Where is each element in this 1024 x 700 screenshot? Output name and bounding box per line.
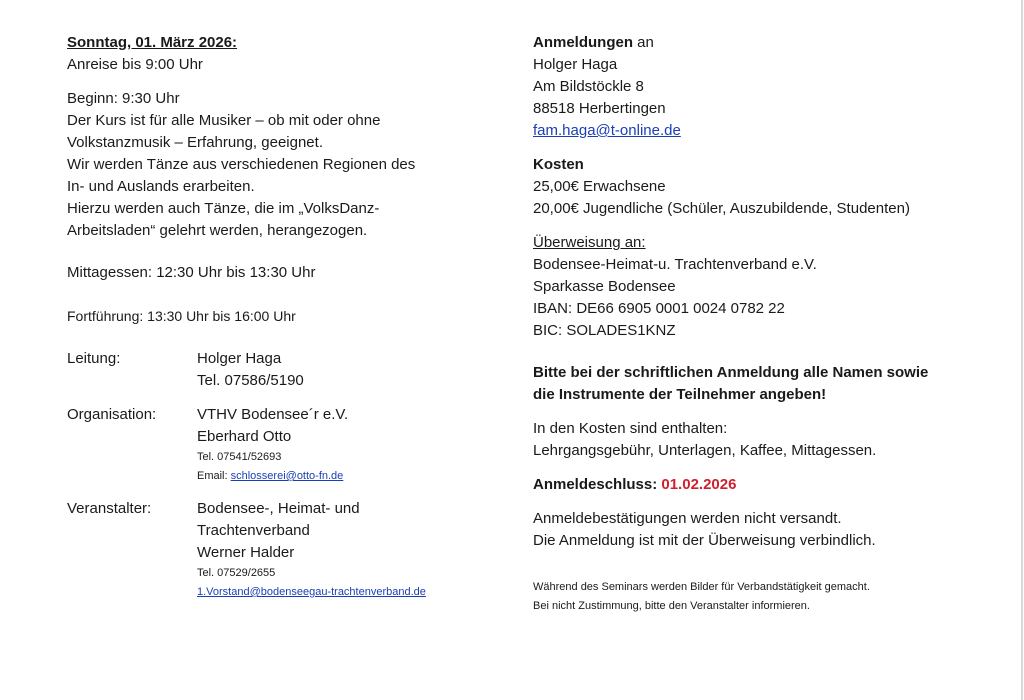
transfer-bic: BIC: SOLADES1KNZ xyxy=(533,322,676,339)
notice-line: die Instrumente der Teilnehmer angeben! xyxy=(533,386,827,403)
registration-heading-bold: Anmeldungen xyxy=(533,34,633,51)
notice-line: Bitte bei der schriftlichen Anmeldung alle Namen sowie xyxy=(533,364,929,381)
registration-name: Holger Haga xyxy=(533,56,618,73)
registration-email-link[interactable]: fam.haga@t-online.de xyxy=(533,122,681,139)
costs-adults: 25,00€ Erwachsene xyxy=(533,178,666,195)
intro-line: Beginn: 9:30 Uhr xyxy=(67,90,180,107)
intro-line: Volkstanzmusik – Erfahrung, geeignet. xyxy=(67,134,323,151)
leitung-section xyxy=(67,348,507,392)
photo-notice-line: Bei nicht Zustimmung, bitte den Veranstalter informieren. xyxy=(533,600,810,612)
intro-line: In- und Auslands erarbeiten. xyxy=(67,178,255,195)
organisation-section xyxy=(67,404,507,486)
registration-heading-rest: an xyxy=(633,34,654,51)
photo-notice-line: Während des Seminars werden Bilder für Verbandstätigkeit gemacht. xyxy=(533,581,870,593)
costs-youth: 20,00€ Jugendliche (Schüler, Auszubildende, Studenten) xyxy=(533,200,910,217)
intro-line: Der Kurs ist für alle Musiker – ob mit oder ohne xyxy=(67,112,381,129)
notice-bold xyxy=(533,362,973,406)
transfer-iban: IBAN: DE66 6905 0001 0024 0782 22 xyxy=(533,300,785,317)
transfer-recipient: Bodensee-Heimat-u. Trachtenverband e.V. xyxy=(533,256,817,273)
included-line: In den Kosten sind enthalten: xyxy=(533,420,728,437)
left-column xyxy=(67,32,507,602)
transfer-bank: Sparkasse Bodensee xyxy=(533,278,676,295)
veranstalter-email-link[interactable]: 1.Vorstand@bodenseegau-trachtenverband.de xyxy=(197,586,426,598)
arrival-time: Anreise bis 9:00 Uhr xyxy=(67,56,203,73)
course-intro xyxy=(67,88,507,242)
organisation-name: Eberhard Otto xyxy=(197,428,292,445)
veranstalter-section xyxy=(67,498,507,602)
registration-heading xyxy=(533,32,973,54)
intro-line: Wir werden Tänze aus verschiedenen Regionen des xyxy=(67,156,416,173)
organisation-tel: Tel. 07541/52693 xyxy=(197,451,282,463)
deadline-label: Anmeldeschluss: xyxy=(533,476,662,493)
leitung-name: Holger Haga xyxy=(197,350,282,367)
organisation-email-line xyxy=(197,467,507,486)
veranstalter-line2: Trachtenverband xyxy=(197,522,310,539)
veranstalter-tel: Tel. 07529/2655 xyxy=(197,567,276,579)
veranstalter-line1: Bodensee-, Heimat- und xyxy=(197,500,360,517)
intro-line: Hierzu werden auch Tänze, die im „VolksDanz- xyxy=(67,200,380,217)
leitung-tel: Tel. 07586/5190 xyxy=(197,372,304,389)
organisation-email-link[interactable]: schlosserei@otto-fn.de xyxy=(230,470,344,482)
page-edge-divider xyxy=(1021,0,1023,700)
costs-heading: Kosten xyxy=(533,156,584,173)
email-label: Email: xyxy=(197,470,231,482)
included-costs xyxy=(533,418,973,462)
date-heading: Sonntag, 01. März 2026: xyxy=(67,34,238,51)
leitung-label: Leitung: xyxy=(67,350,121,367)
veranstalter-label: Veranstalter: xyxy=(67,500,152,517)
registration-city: 88518 Herbertingen xyxy=(533,100,666,117)
transfer-heading: Überweisung an: xyxy=(533,234,646,251)
photo-notice xyxy=(533,578,973,616)
continuation-time: Fortführung: 13:30 Uhr bis 16:00 Uhr xyxy=(67,308,296,324)
intro-line: Arbeitsladen“ gelehrt werden, herangezogen. xyxy=(67,222,368,239)
right-column xyxy=(533,32,973,616)
confirmation-notice xyxy=(533,508,973,552)
included-line: Lehrgangsgebühr, Unterlagen, Kaffee, Mittagessen. xyxy=(533,442,877,459)
organisation-label: Organisation: xyxy=(67,406,157,423)
organisation-org: VTHV Bodensee´r e.V. xyxy=(197,406,349,423)
registration-street: Am Bildstöckle 8 xyxy=(533,78,644,95)
lunch-time: Mittagessen: 12:30 Uhr bis 13:30 Uhr xyxy=(67,264,316,281)
veranstalter-name: Werner Halder xyxy=(197,544,295,561)
confirmation-line: Die Anmeldung ist mit der Überweisung verbindlich. xyxy=(533,532,876,549)
confirmation-line: Anmeldebestätigungen werden nicht versandt. xyxy=(533,510,842,527)
deadline xyxy=(533,474,973,496)
deadline-date: 01.02.2026 xyxy=(661,476,737,493)
